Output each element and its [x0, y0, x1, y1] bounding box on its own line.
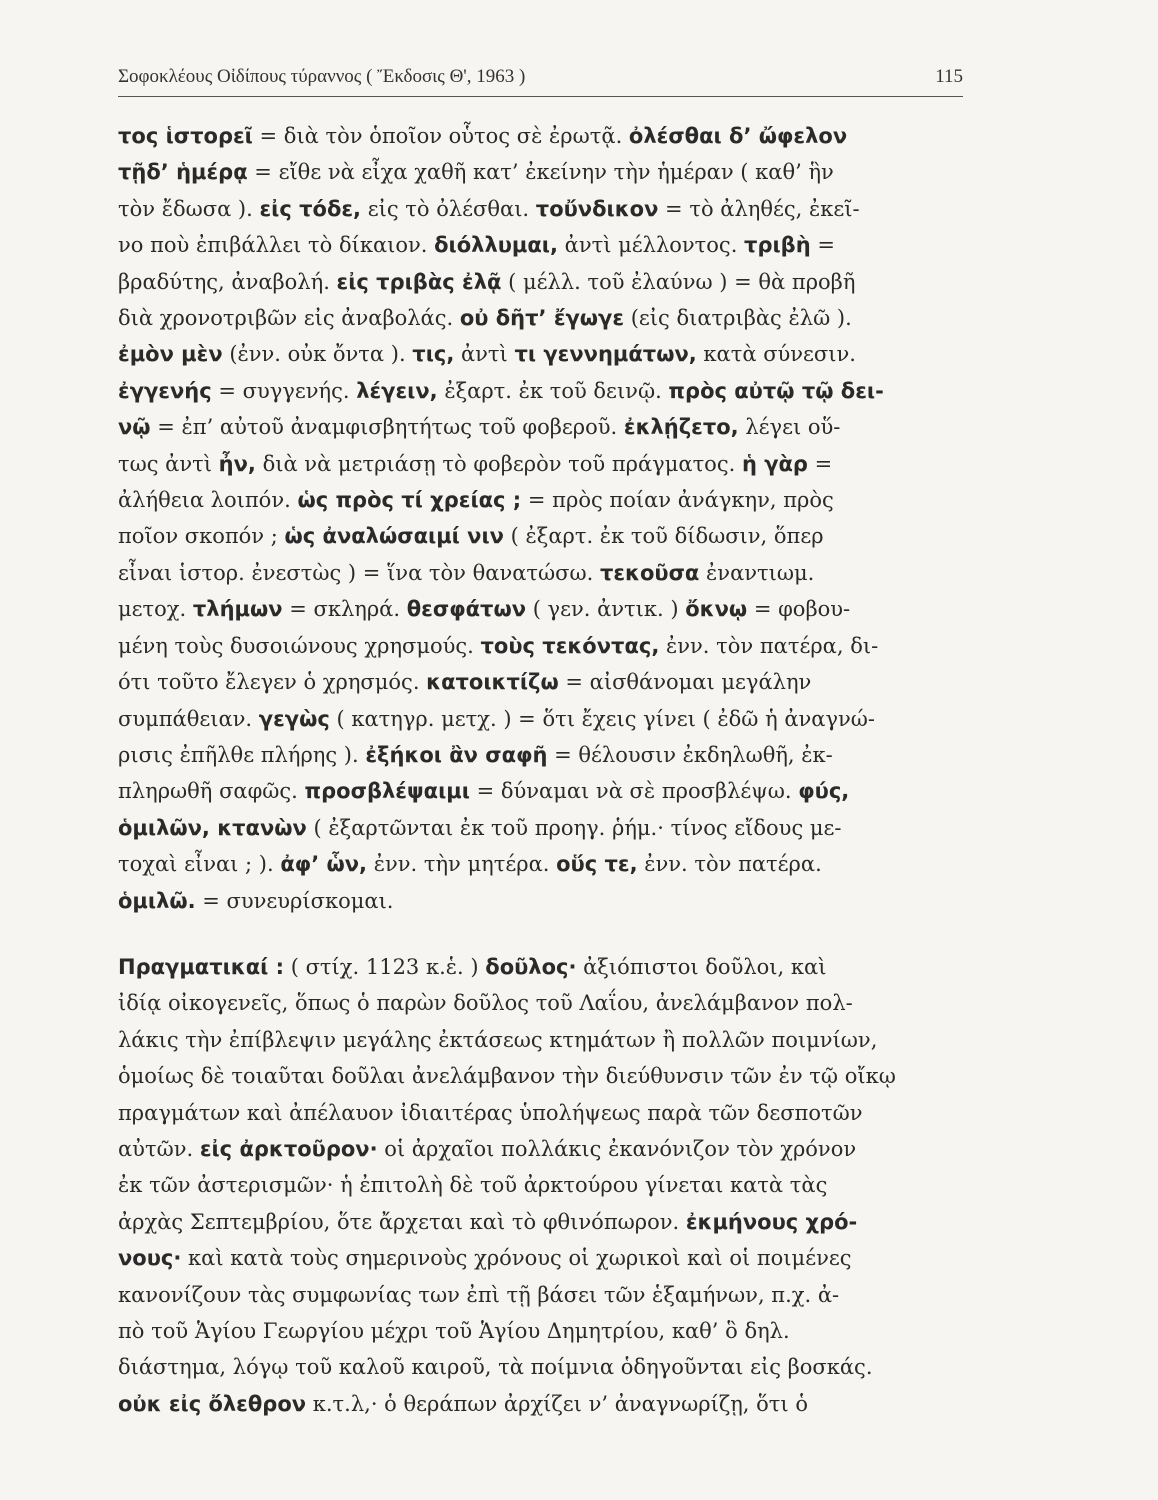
gloss-text: κ.τ.λ,· ὁ θεράπων ἀρχίζει ν’ ἀναγνωρίζῃ, ὅτι ὁ [306, 1391, 808, 1416]
lemma-term: θεσφάτων [406, 597, 527, 622]
lemma-term: κατοικτίζω [426, 670, 559, 695]
gloss-text: = τὸ ἀληθές, ἐκεῖ- [658, 196, 860, 221]
lemma-term: λέγειν, [356, 378, 438, 403]
gloss-text: = αἰσθάνομαι μεγάλην [558, 670, 812, 695]
gloss-text: κατὰ σύνεσιν. [696, 342, 856, 367]
lemma-term: τι γεννημάτων, [514, 342, 697, 367]
gloss-text: βραδύτης, ἀναβολή. [118, 269, 337, 294]
text-line [118, 1095, 968, 1131]
gloss-text: = φοβου- [747, 597, 851, 622]
lemma-term: ὄκνῳ [685, 597, 748, 622]
gloss-text: τως ἀντὶ [118, 451, 219, 476]
lemma-term: τοὺς τεκόντας, [480, 633, 660, 658]
lemma-term: τοὔνδικον [535, 196, 659, 221]
lemma-term: προσβλέψαιμι [304, 779, 470, 804]
lemma-term: τλήμων [192, 597, 283, 622]
pragmatika-paragraph [118, 949, 968, 1422]
gloss-text: εἰς τὸ ὀλέσθαι. [361, 196, 536, 221]
commentary-paragraph [118, 118, 968, 919]
text-line [118, 1058, 968, 1094]
gloss-text: καὶ κατὰ τοὺς σημερινοὺς χρόνους οἱ χωρικοὶ καὶ οἱ ποιμένες [181, 1246, 852, 1271]
text-line [118, 1022, 968, 1058]
text-line [118, 446, 968, 482]
text-line [118, 1131, 968, 1167]
gloss-text: μετοχ. [118, 597, 193, 622]
lemma-term: οὐκ εἰς ὄλεθρον [118, 1391, 307, 1416]
gloss-text: (ἐνν. οὐκ ὄντα ). [222, 342, 413, 367]
gloss-text: = ἐπ’ αὐτοῦ ἀναμφισβητήτως τοῦ φοβεροῦ. [150, 415, 624, 440]
gloss-text: μένη τοὺς δυσοιώνους χρησμούς. [118, 633, 481, 658]
gloss-text: ( κατηγρ. μετχ. ) = ὅτι ἔχεις γίνει ( ἐδῶ ἡ ἀναγνώ- [329, 706, 876, 731]
lemma-term: Πραγματικαί : [118, 954, 285, 979]
text-line [118, 555, 968, 591]
gloss-text: ἐκ τῶν ἀστερισμῶν· ἡ ἐπιτολὴ δὲ τοῦ ἀρκτούρου γίνεται κατὰ τὰς [118, 1173, 828, 1198]
gloss-text: ποῖον σκοπόν ; [118, 524, 285, 549]
lemma-term: τῇδ’ ἡμέρᾳ [118, 160, 248, 185]
lemma-term: ἀφ’ ὧν, [280, 852, 368, 877]
gloss-text: ἀντὶ [454, 342, 515, 367]
gloss-text: = συνευρίσκομαι. [195, 888, 394, 913]
text-line [118, 737, 968, 773]
lemma-term: ὁμιλῶ. [118, 888, 196, 913]
lemma-term: γεγὼς [258, 706, 330, 731]
gloss-text: = σκληρά. [282, 597, 407, 622]
gloss-text: (εἰς διατριβὰς ἐλῶ ). [624, 306, 852, 331]
text-line [118, 1277, 968, 1313]
gloss-text: ἀλήθεια λοιπόν. [118, 488, 298, 513]
gloss-text: διὰ νὰ μετριάσῃ τὸ φοβερὸν τοῦ πράγματος. [255, 451, 742, 476]
lemma-term: τις, [412, 342, 455, 367]
paragraph-gap [118, 919, 968, 949]
text-line [118, 664, 968, 700]
gloss-text: ἰδίᾳ οἰκογενεῖς, ὅπως ὁ παρὼν δοῦλος τοῦ Λαΐου, ἀνελάμβανον πολ- [118, 991, 853, 1016]
gloss-text: ὁμοίως δὲ τοιαῦται δοῦλαι ἀνελάμβανον τὴν διεύθυνσιν τῶν ἐν τῷ οἴκῳ [118, 1064, 896, 1089]
lemma-term: φύς, [798, 779, 850, 804]
gloss-text: πὸ τοῦ Ἁγίου Γεωργίου μέχρι τοῦ Ἁγίου Δημητρίου, καθ’ ὃ δηλ. [118, 1319, 790, 1343]
gloss-text: ἀξιόπιστοι δοῦλοι, καὶ [576, 954, 827, 979]
lemma-term: οὕς τε, [556, 852, 638, 877]
text-line [118, 1349, 968, 1385]
lemma-term: διόλλυμαι, [434, 233, 558, 258]
gloss-text: = εἴθε νὰ εἶχα χαθῆ κατ’ ἐκείνην τὴν ἡμέραν ( καθ’ ἣν [247, 160, 834, 185]
gloss-text: ( ἐξαρτῶνται ἐκ τοῦ προηγ. ῥήμ.· τίνος εἴδους με- [306, 815, 842, 840]
lemma-term: πρὸς αὐτῷ τῷ δει- [668, 378, 884, 403]
text-line [118, 846, 968, 882]
lemma-term: ὁμιλῶν, κτανὼν [118, 815, 307, 840]
text-line [118, 883, 968, 919]
lemma-term: τριβὴ [744, 233, 811, 258]
lemma-term: τεκοῦσα [599, 560, 700, 585]
header-title: Σοφοκλέους Οἰδίπους τύραννος ( Ἔκδοσις Θ', 1963 ) [118, 66, 526, 87]
gloss-text: ἐνν. τὴν μητέρα. [367, 852, 557, 877]
text-line [118, 373, 968, 409]
text-line [118, 1240, 968, 1276]
text-line [118, 154, 968, 190]
gloss-text: συμπάθειαν. [118, 706, 259, 731]
lemma-term: νῷ [118, 415, 151, 440]
lemma-term: ἐγγενής [118, 378, 212, 403]
gloss-text: ( στίχ. 1123 κ.ἑ. ) [284, 954, 486, 979]
gloss-text: ἀρχὰς Σεπτεμβρίου, ὅτε ἄρχεται καὶ τὸ φθινόπωρον. [118, 1209, 686, 1234]
lemma-term: ἐκμήνους χρό- [685, 1209, 858, 1234]
lemma-term: δοῦλος· [485, 954, 577, 979]
gloss-text: νο ποὺ ἐπιβάλλει τὸ δίκαιον. [118, 233, 435, 258]
lemma-term: ἐμὸν μὲν [118, 342, 223, 367]
running-header [118, 62, 963, 97]
text-line [118, 118, 968, 154]
lemma-term: νους· [118, 1246, 182, 1271]
text-line [118, 810, 968, 846]
gloss-text: ( γεν. ἀντικ. ) [526, 597, 686, 622]
text-line [118, 264, 968, 300]
lemma-term: ὡς ἀναλώσαιμί νιν [284, 524, 504, 549]
text-line [118, 336, 968, 372]
gloss-text: λάκις τὴν ἐπίβλεψιν μεγάλης ἐκτάσεως κτημάτων ἢ πολλῶν ποιμνίων, [118, 1027, 878, 1052]
text-line [118, 1204, 968, 1240]
lemma-term: ὡς πρὸς τί χρείας ; [297, 488, 522, 513]
text-line [118, 409, 968, 445]
text-line [118, 985, 968, 1021]
page-number: 115 [935, 66, 963, 87]
lemma-term: ὀλέσθαι δ’ ὤφελον [628, 124, 848, 148]
lemma-term: ἦν, [218, 451, 256, 476]
gloss-text: κανονίζουν τὰς συμφωνίας των ἐπὶ τῇ βάσει τῶν ἑξαμήνων, π.χ. ἀ- [118, 1282, 840, 1307]
gloss-text: διὰ χρονοτριβῶν εἰς ἀναβολάς. [118, 306, 460, 331]
gloss-text: = πρὸς ποίαν ἀνάγκην, πρὸς [521, 488, 834, 513]
gloss-text: ( μέλλ. τοῦ ἐλαύνω ) = θὰ προβῆ [501, 269, 856, 294]
gloss-text: ἐναντιωμ. [699, 560, 815, 585]
text-line [118, 1313, 968, 1349]
text-line [118, 518, 968, 554]
gloss-text: πραγμάτων καὶ ἀπέλαυον ἰδιαιτέρας ὑπολήψεως παρὰ τῶν δεσποτῶν [118, 1100, 863, 1125]
text-line [118, 482, 968, 518]
gloss-text: = [810, 233, 835, 258]
gloss-text: ἐνν. τὸν πατέρα, δι- [659, 633, 879, 658]
page-body [118, 118, 968, 1422]
lemma-term: εἰς τόδε, [259, 196, 362, 221]
text-line [118, 949, 968, 985]
gloss-text: εἶναι ἱστορ. ἐνεστὼς ) = ἵνα τὸν θανατώσω. [118, 560, 600, 585]
gloss-text: ἐνν. τὸν πατέρα. [637, 852, 822, 877]
lemma-term: οὐ δῆτ’ ἔγωγε [459, 306, 625, 331]
gloss-text: τοχαὶ εἶναι ; ). [118, 852, 281, 877]
lemma-term: ἐκλῄζετο, [623, 415, 739, 440]
text-line [118, 773, 968, 809]
lemma-term: ἐξήκοι ἂν σαφῆ [365, 742, 548, 767]
text-line [118, 591, 968, 627]
text-line [118, 701, 968, 737]
gloss-text: ρισις ἐπῆλθε πλήρης ). [118, 742, 366, 767]
gloss-text: = θέλουσιν ἐκδηλωθῆ, ἐκ- [547, 742, 833, 767]
gloss-text: = διὰ τὸν ὁποῖον οὗτος σὲ ἐρωτᾷ. [252, 124, 629, 148]
gloss-text: = συγγενής. [211, 378, 357, 403]
text-line [118, 1386, 968, 1422]
text-line [118, 628, 968, 664]
gloss-text: λέγει οὕ- [738, 415, 841, 440]
gloss-text: = [807, 451, 833, 476]
text-line [118, 191, 968, 227]
gloss-text: ( ἐξαρτ. ἐκ τοῦ δίδωσιν, ὅπερ [503, 524, 824, 549]
lemma-term: τος ἱστορεῖ [118, 124, 253, 148]
text-line [118, 300, 968, 336]
gloss-text: = δύναμαι νὰ σὲ προσβλέψω. [469, 779, 799, 804]
lemma-term: εἰς τριβὰς ἐλᾷ [336, 269, 502, 294]
gloss-text: ότι τοῦτο ἔλεγεν ὁ χρησμός. [118, 670, 427, 695]
gloss-text: αὐτῶν. [118, 1136, 200, 1161]
lemma-term: ἡ γὰρ [741, 451, 808, 476]
gloss-text: ἀντὶ μέλλοντος. [557, 233, 745, 258]
text-line [118, 227, 968, 263]
gloss-text: ἐξαρτ. ἐκ τοῦ δεινῷ. [437, 378, 669, 403]
text-line [118, 1167, 968, 1203]
lemma-term: εἰς ἀρκτοῦρον· [199, 1136, 378, 1161]
gloss-text: τὸν ἔδωσα ). [118, 196, 260, 221]
gloss-text: πληρωθῆ σαφῶς. [118, 779, 305, 804]
gloss-text: διάστημα, λόγῳ τοῦ καλοῦ καιροῦ, τὰ ποίμνια ὁδηγοῦνται εἰς βοσκάς. [118, 1355, 873, 1380]
gloss-text: οἱ ἀρχαῖοι πολλάκις ἐκανόνιζον τὸν χρόνον [377, 1136, 857, 1161]
